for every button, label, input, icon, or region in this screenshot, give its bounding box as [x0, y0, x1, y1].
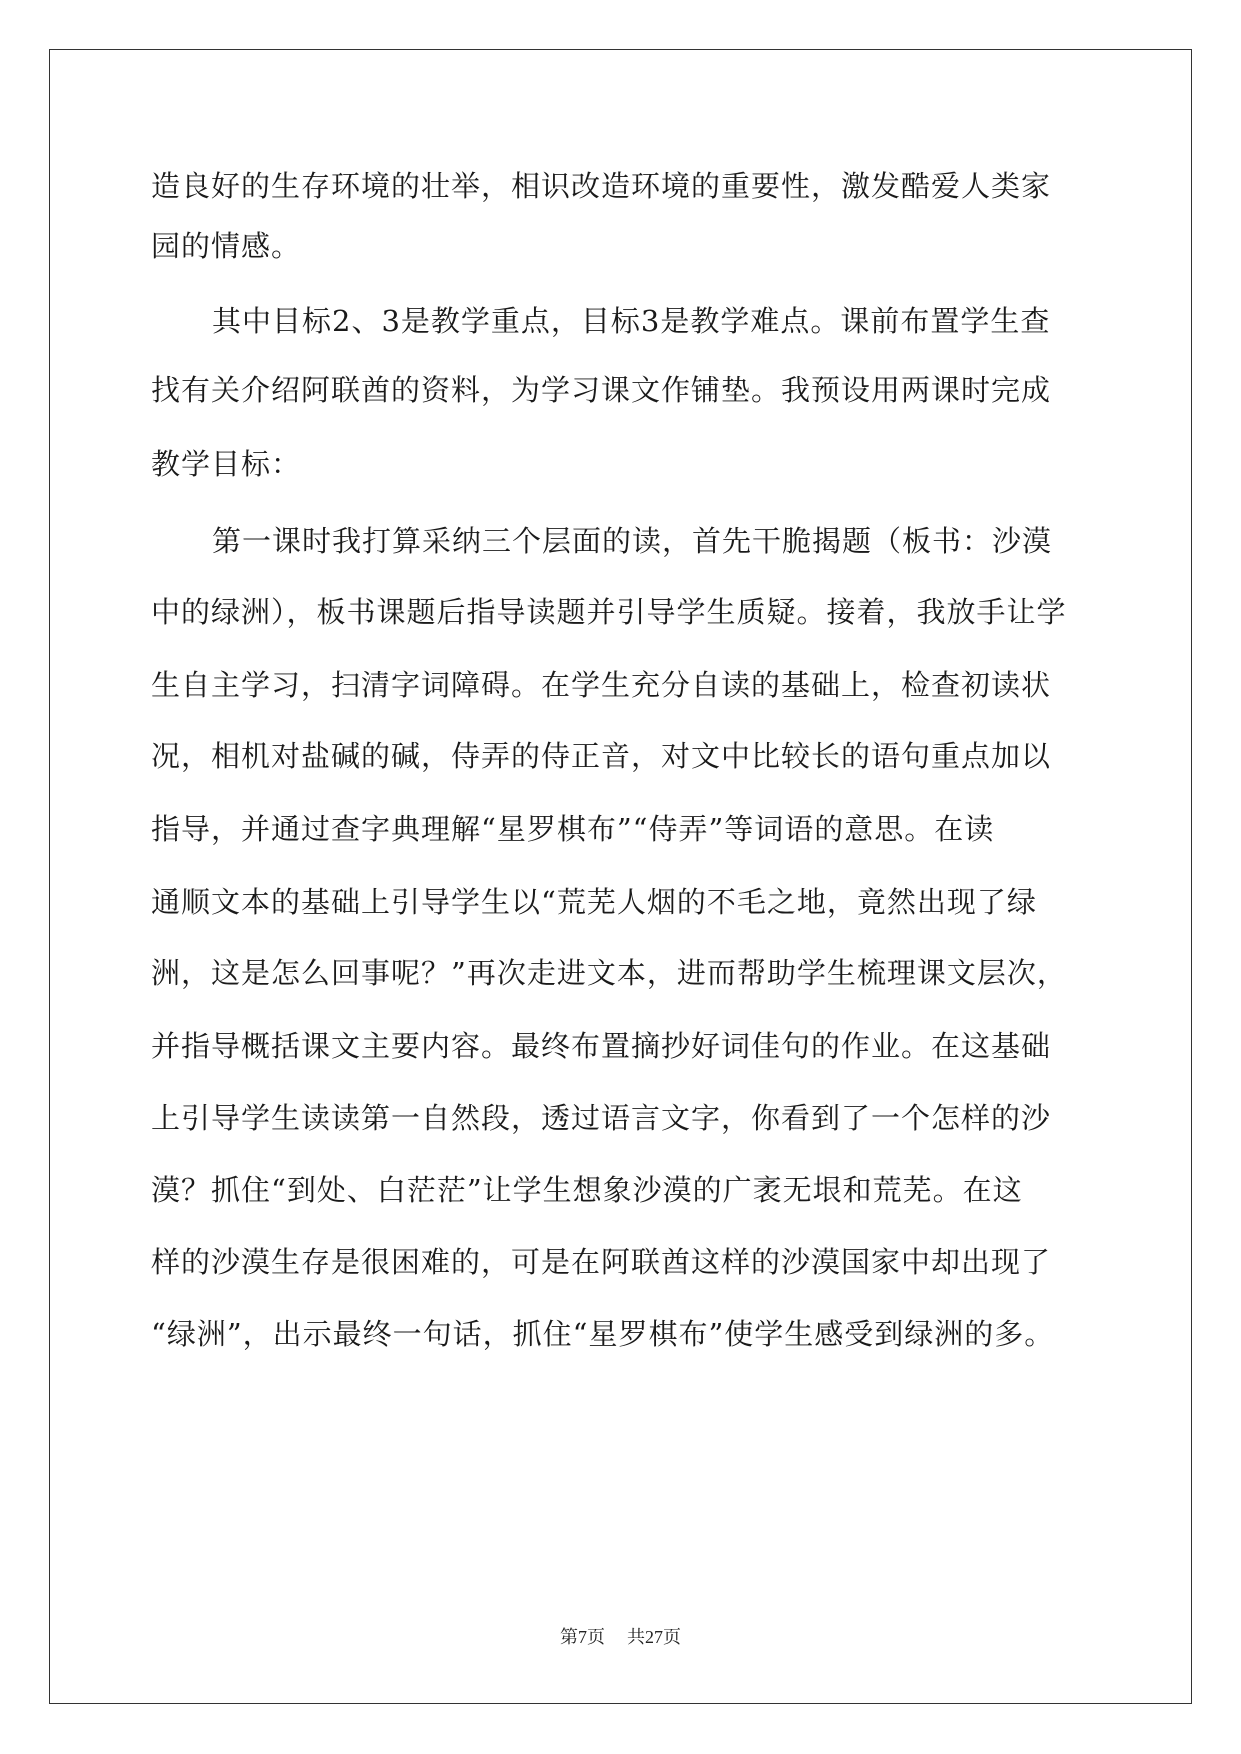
page-total: 共27页: [627, 1627, 681, 1647]
paragraph-line: “绿洲”，出示最终一句话，抓住“星罗棋布”使学生感受到绿洲的多。: [151, 1317, 1055, 1351]
paragraph-line: 找有关介绍阿联酋的资料，为学习课文作铺垫。我预设用两课时完成: [151, 373, 1052, 407]
paragraph-line: 洲，这是怎么回事呢？”再次走进文本，进而帮助学生梳理课文层次，: [151, 956, 1067, 990]
paragraph-line: 通顺文本的基础上引导学生以“荒芜人烟的不毛之地，竟然出现了绿: [151, 885, 1037, 919]
paragraph-line: 第一课时我打算采纳三个层面的读，首先干脆揭题（板书：沙漠: [212, 524, 1053, 558]
paragraph-line: 中的绿洲），板书课题后指导读题并引导学生质疑。接着，我放手让学: [151, 595, 1067, 629]
paragraph-line: 样的沙漠生存是很困难的，可是在阿联酋这样的沙漠国家中却出现了: [151, 1245, 1052, 1279]
page-footer: [0, 1623, 1241, 1649]
page-number: 第7页: [560, 1627, 605, 1647]
paragraph-line: 上引导学生读读第一自然段，透过语言文字，你看到了一个怎样的沙: [151, 1101, 1052, 1135]
paragraph-line: 指导，并通过查字典理解“星罗棋布”“侍弄”等词语的意思。在读: [151, 812, 995, 846]
paragraph-line: 教学目标：: [151, 447, 302, 481]
paragraph-line: 生自主学习，扫清字词障碍。在学生充分自读的基础上，检查初读状: [151, 668, 1052, 702]
paragraph-line: 况，相机对盐碱的碱，侍弄的侍正音，对文中比较长的语句重点加以: [151, 739, 1052, 773]
paragraph-line: 并指导概括课文主要内容。最终布置摘抄好词佳句的作业。在这基础: [151, 1029, 1052, 1063]
page-border: [49, 49, 1192, 1704]
paragraph-line: 其中目标2、3是教学重点，目标3是教学难点。课前布置学生查: [212, 304, 1051, 338]
paragraph-line: 园的情感。: [151, 229, 302, 263]
paragraph-line: 造良好的生存环境的壮举，相识改造环境的重要性，激发酷爱人类家: [151, 169, 1052, 203]
paragraph-line: 漠？抓住“到处、白茫茫”让学生想象沙漠的广袤无垠和荒芜。在这: [151, 1173, 1023, 1207]
